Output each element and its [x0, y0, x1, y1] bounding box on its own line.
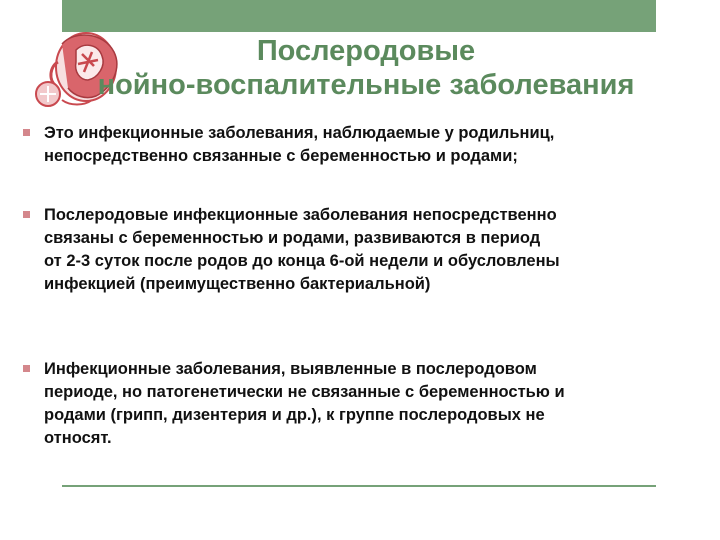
bullet-text-1 — [44, 122, 684, 168]
bullet-text-2 — [44, 204, 684, 296]
square-bullet-icon — [22, 122, 44, 168]
bullet-item-1 — [22, 122, 702, 168]
bullet-3-line-1: Инфекционные заболевания, выявленные в послеродовом — [44, 360, 537, 378]
bullet-text-3 — [44, 358, 684, 450]
square-bullet-icon — [22, 358, 44, 450]
bullet-item-2 — [22, 204, 702, 296]
bullet-3-line-3: родами (грипп, дизентерия и др.), к группе послеродовых не — [44, 406, 545, 424]
bullet-1-line-1: Это инфекционные заболевания, наблюдаемые у родильниц, — [44, 124, 555, 142]
bullet-3-line-2: периоде, но патогенетически не связанные с беременностью и — [44, 383, 565, 401]
bottom-divider — [62, 485, 656, 487]
bullet-1-line-2: непосредственно связанные с беременностью и родами; — [44, 147, 518, 165]
top-accent-bar — [62, 0, 656, 32]
title-line-2: нойно-воспалительные заболевания — [97, 69, 635, 101]
square-bullet-icon — [22, 204, 44, 296]
bullet-2-line-4: инфекцией (преимущественно бактериальной) — [44, 275, 431, 293]
bullet-2-line-1: Послеродовые инфекционные заболевания непосредственно — [44, 206, 557, 224]
bullet-2-line-3: от 2-3 суток после родов до конца 6-ой недели и обусловлены — [44, 252, 560, 270]
bullet-2-line-2: связаны с беременностью и родами, развиваются в период — [44, 229, 541, 247]
bullet-item-3 — [22, 358, 702, 450]
slide-title — [30, 34, 702, 102]
bullet-3-line-4: относят. — [44, 429, 112, 447]
title-line-1: Послеродовые — [256, 35, 476, 67]
